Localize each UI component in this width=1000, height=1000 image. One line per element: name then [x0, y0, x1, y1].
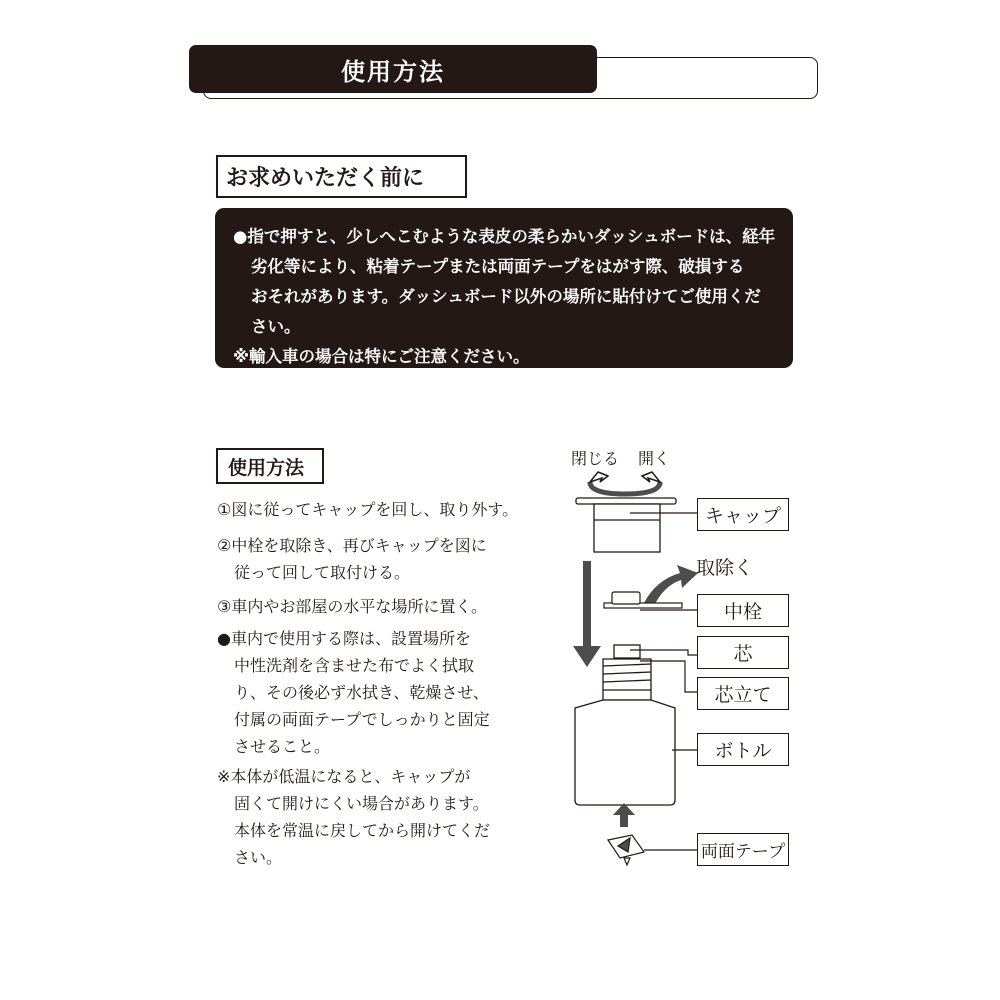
step-3 — [217, 593, 487, 620]
page-title: 使用方法 — [189, 45, 597, 93]
note-line: 中性洗剤を含ませた布でよく拭取 — [234, 656, 475, 675]
step-2 — [217, 532, 487, 586]
down-arrow-icon — [573, 561, 601, 667]
label-cap: キャップ — [697, 498, 789, 531]
remove-arrow-icon — [644, 565, 698, 608]
note-line: り、その後必ず水拭き、乾燥させ、 — [234, 683, 489, 702]
note-line: させること。 — [234, 737, 331, 756]
close-label: 閉じる — [571, 449, 620, 468]
label-wick-holder: 芯立て — [697, 677, 789, 710]
cap-icon — [576, 498, 676, 552]
note-line: さい。 — [234, 848, 283, 867]
warning-line: 劣化等により、粘着テープまたは両面テープをはがす際、破損する — [251, 257, 745, 276]
label-bottle: ボトル — [697, 733, 789, 766]
note-line: 固くて開けにくい場合があります。 — [234, 794, 489, 813]
warning-note: ※輸入車の場合は特にご注意ください。 — [233, 347, 530, 366]
warning-box — [215, 208, 793, 368]
warning-line: さい。 — [251, 317, 301, 336]
step-line: ②中栓を取除き、再びキャップを図に — [217, 536, 487, 555]
up-arrow-icon — [613, 803, 635, 827]
rotate-arrows-icon — [590, 472, 660, 494]
bottle-icon — [575, 645, 675, 805]
usage-heading: 使用方法 — [216, 448, 324, 484]
label-inner-plug: 中栓 — [697, 594, 789, 627]
step-line: ③車内やお部屋の水平な場所に置く。 — [217, 597, 488, 616]
double-sided-tape-icon — [608, 835, 644, 865]
note-line: ●車内で使用する際は、設置場所を — [217, 629, 471, 648]
note-line: 付属の両面テープでしっかりと固定 — [234, 710, 490, 729]
label-wick: 芯 — [697, 636, 789, 669]
warning-line: おそれがあります。ダッシュボード以外の場所に貼付けてご使用くだ — [251, 287, 761, 306]
note-line: ※本体が低温になると、キャップが — [217, 767, 471, 786]
remove-label: 取除く — [696, 557, 754, 579]
step-1 — [217, 496, 518, 523]
step-line: 従って回して取付ける。 — [234, 563, 411, 582]
low-temp-note — [217, 763, 490, 871]
step-line: ①図に従ってキャップを回し、取り外す。 — [217, 500, 519, 519]
car-usage-note — [217, 625, 490, 760]
note-line: 本体を常温に戻してから開けてくだ — [234, 821, 491, 840]
inner-plug-icon — [604, 592, 682, 608]
warning-line: ●指で押すと、少しへこむような表皮の柔らかいダッシュボードは、経年 — [233, 227, 776, 246]
label-double-sided-tape: 両面テープ — [697, 833, 789, 866]
before-purchase-heading: お求めいただく前に — [216, 155, 467, 198]
open-label: 開く — [638, 449, 671, 468]
